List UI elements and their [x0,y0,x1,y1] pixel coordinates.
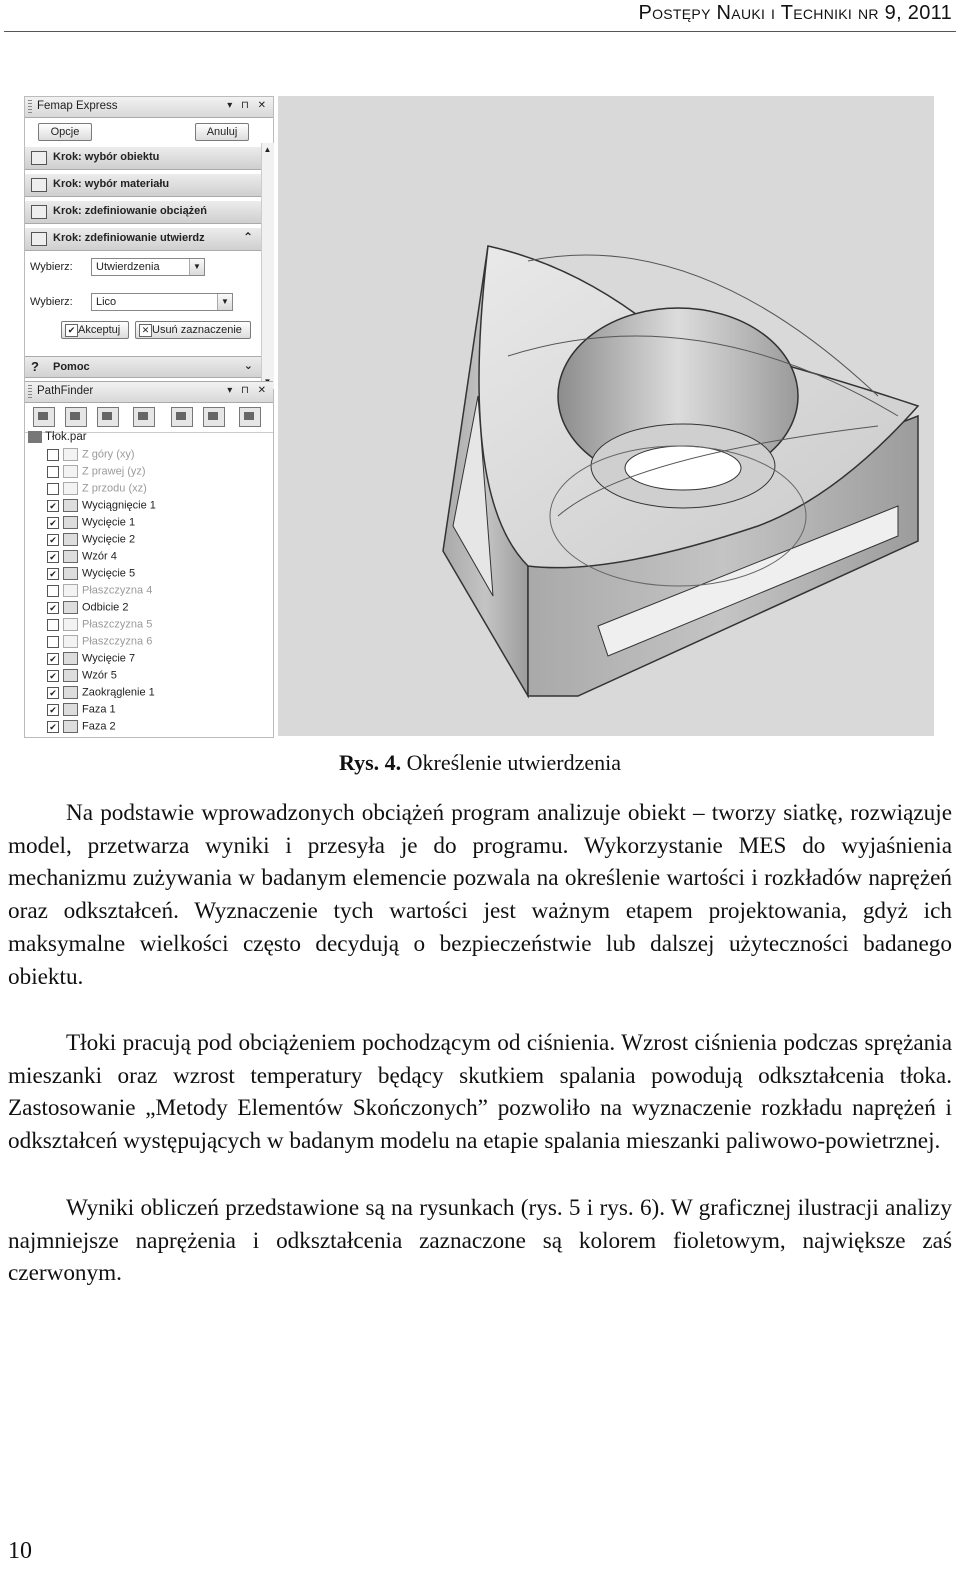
tree-item[interactable] [47,703,116,719]
checkbox-checked-icon[interactable]: ✔ [47,517,59,529]
part-icon [28,431,42,443]
tree-item-label: Faza 2 [82,720,116,733]
step-select-material[interactable] [25,174,261,197]
feature-icon [63,550,78,563]
checkbox-checked-icon[interactable]: ✔ [47,653,59,665]
clear-selection-button[interactable] [135,321,251,339]
feature-icon [63,652,78,665]
grip-icon[interactable] [28,100,32,114]
tree-item-label: Wyciągnięcie 1 [82,499,156,512]
select-value: Lico [96,296,117,308]
tree-item-label: Z prawej (yz) [82,465,146,478]
help-label: Pomoc [53,361,90,373]
figure-caption [0,750,960,776]
face-select[interactable] [91,293,233,311]
dropdown-arrow-icon[interactable]: ▼ [217,294,232,310]
tree-item-label: Płaszczyzna 6 [82,635,153,648]
caption-label: Rys. 4. [338,750,402,775]
tree-item[interactable] [47,448,135,464]
tool-icon[interactable] [239,407,261,427]
x-icon: ✕ [139,324,152,337]
step-label: Krok: zdefiniowanie utwierdz [53,232,205,244]
feature-icon [63,686,78,699]
tree-item-label: Wycięcie 7 [82,652,136,665]
tree-item[interactable] [47,516,135,532]
femap-titlebar [25,97,273,118]
tree-item[interactable] [47,482,147,498]
feature-icon [63,720,78,733]
checkbox-checked-icon[interactable]: ✔ [47,500,59,512]
step-icon [31,205,47,219]
tree-item[interactable] [47,567,135,583]
pathfinder-title: PathFinder [37,385,94,397]
panel-scrollbar[interactable] [261,143,274,389]
model-viewport[interactable] [278,96,934,736]
accept-button[interactable] [61,321,129,339]
chevron-up-icon[interactable]: ⌃ [242,230,253,244]
tree-item-label: Zaokrąglenie 1 [82,686,155,699]
tool-icon[interactable] [171,407,193,427]
paragraph-3 [8,1192,952,1290]
tree-root[interactable] [28,431,87,448]
tree-item-label: Z przodu (xz) [82,482,147,495]
tool-icon[interactable] [133,407,155,427]
tree-item[interactable] [47,550,117,566]
help-icon: ? [31,359,39,374]
checkbox-checked-icon[interactable]: ✔ [47,704,59,716]
checkbox-checked-icon[interactable]: ✔ [47,687,59,699]
step-label: Krok: wybór obiektu [53,151,160,163]
tree-item[interactable] [47,465,146,481]
dropdown-arrow-icon[interactable]: ▼ [189,259,204,275]
journal-header: Postępy Nauki i Techniki nr 9, 2011 [638,2,952,24]
window-controls-icon[interactable]: ▾ ⊓ ✕ [227,100,269,111]
tool-icon[interactable] [97,407,119,427]
clear-label: Usuń zaznaczenie [152,324,242,336]
tree-root-label: Tłok.par [45,431,87,444]
chevron-down-icon[interactable]: ⌄ [243,360,253,372]
tool-icon[interactable] [65,407,87,427]
checkbox-checked-icon[interactable]: ✔ [47,721,59,733]
paragraph-3-text: Wyniki obliczeń przedstawione są na rysunkach (rys. 5 i rys. 6). W graficznej ilustracji analizy najmniejsze naprężenia i odkształcenia zaznaczone są kolorem fioletowym, największe zaś czerwonym. [8,1195,952,1287]
feature-icon [63,584,78,597]
check-icon: ✔ [65,324,78,337]
tool-icon[interactable] [203,407,225,427]
feature-icon [63,516,78,529]
feature-icon [63,533,78,546]
tree-item-label: Z góry (xy) [82,448,135,461]
feature-icon [63,669,78,682]
caption-text: Określenie utwierdzenia [406,750,622,775]
paragraph-1-text: Na podstawie wprowadzonych obciążeń program analizuje obiekt – tworzy siatkę, rozwiązuje model, przetwarza wyniki i przesyła je do programu. Wykorzystanie MES do wyjaśnienia mechanizmu zużywania w badanym elemencie pozwala na określenie wartości i rozkładów naprężeń oraz odkształceń. Wyznaczenie tych wartości jest ważnym etapem projektowania, gdyż ich maksymalne wielkości często decydują o bezpieczeństwie lub dalszej użyteczności badanego obiektu. [8,800,952,990]
tree-item[interactable] [47,533,135,549]
checkbox-unchecked-icon[interactable] [47,466,59,478]
tree-item-label: Wycięcie 1 [82,516,136,529]
checkbox-unchecked-icon[interactable] [47,636,59,648]
feature-icon [63,465,78,478]
tree-item[interactable] [47,601,128,617]
options-button[interactable]: Opcje [38,123,92,141]
checkbox-checked-icon[interactable]: ✔ [47,670,59,682]
cancel-button[interactable]: Anuluj [195,123,249,141]
feature-icon [63,448,78,461]
checkbox-checked-icon[interactable]: ✔ [47,602,59,614]
tree-item-label: Wycięcie 2 [82,533,136,546]
piston-model [278,96,934,736]
step-icon [31,178,47,192]
tree-item-label: Wzór 5 [82,669,117,682]
tree-item[interactable] [47,686,155,702]
bore-hole [625,446,741,490]
tree-item-label: Płaszczyzna 4 [82,584,153,597]
checkbox-checked-icon[interactable]: ✔ [47,551,59,563]
checkbox-unchecked-icon[interactable] [47,585,59,597]
step-select-object[interactable] [25,147,261,170]
femap-title: Femap Express [37,100,118,112]
tree-item-label: Wzór 4 [82,550,117,563]
checkbox-checked-icon[interactable]: ✔ [47,534,59,546]
tree-item-label: Faza 1 [82,703,116,716]
checkbox-checked-icon[interactable]: ✔ [47,568,59,580]
tree-item[interactable] [47,635,152,651]
tree-item[interactable] [47,720,116,736]
selector2-label: Wybierz: [30,296,73,308]
paragraph-2-text: Tłoki pracują pod obciążeniem pochodzącym od ciśnienia. Wzrost ciśnienia podczas sprężania mieszanki oraz wzrost temperatury będący skutkiem spalania powodują odkształcenia tłoka. Zastosowanie „Metody Elementów Skończonych” pozwoliło na wyznaczenie rozkładu naprężeń i odkształceń występujących w badanym modelu na etapie spalania mieszanki paliwowo-powietrznej. [8,1030,952,1155]
checkbox-unchecked-icon[interactable] [47,619,59,631]
tool-icon[interactable] [33,407,55,427]
checkbox-unchecked-icon[interactable] [47,449,59,461]
step-icon [31,151,47,165]
tree-item-label: Odbicie 2 [82,601,129,614]
page-number: 10 [8,1538,32,1564]
accept-label: Akceptuj [78,324,121,336]
tree-item[interactable] [47,499,156,515]
figure-4 [24,96,934,736]
paragraph-1 [8,797,952,993]
femap-express-panel [24,96,274,738]
pathfinder-toolbar [25,402,273,433]
feature-icon [63,499,78,512]
feature-icon [63,618,78,631]
step-label: Krok: wybór materiału [53,178,170,190]
pathfinder-titlebar [25,381,273,403]
feature-icon [63,482,78,495]
header-rule [4,31,956,32]
step-label: Krok: zdefiniowanie obciążeń [53,205,208,217]
tree-item[interactable] [47,618,152,634]
window-controls-icon[interactable]: ▾ ⊓ ✕ [227,385,269,396]
tree-item-label: Płaszczyzna 5 [82,618,153,631]
step-define-constraints[interactable] [25,228,261,251]
step-define-loads[interactable] [25,201,261,224]
selector1-label: Wybierz: [30,261,73,273]
feature-icon [63,703,78,716]
tree-item[interactable] [47,669,117,685]
tree-item[interactable] [47,584,152,600]
feature-icon [63,567,78,580]
step-icon [31,232,47,246]
feature-icon [63,635,78,648]
select-value: Utwierdzenia [96,261,160,273]
paragraph-2 [8,1027,952,1158]
scroll-up-icon[interactable]: ▲ [263,145,272,154]
feature-icon [63,601,78,614]
checkbox-unchecked-icon[interactable] [47,483,59,495]
grip-icon[interactable] [28,385,32,399]
help-row[interactable] [25,356,261,378]
tree-item[interactable] [47,652,135,668]
tree-item-label: Wycięcie 5 [82,567,136,580]
constraint-type-select[interactable] [91,258,205,276]
